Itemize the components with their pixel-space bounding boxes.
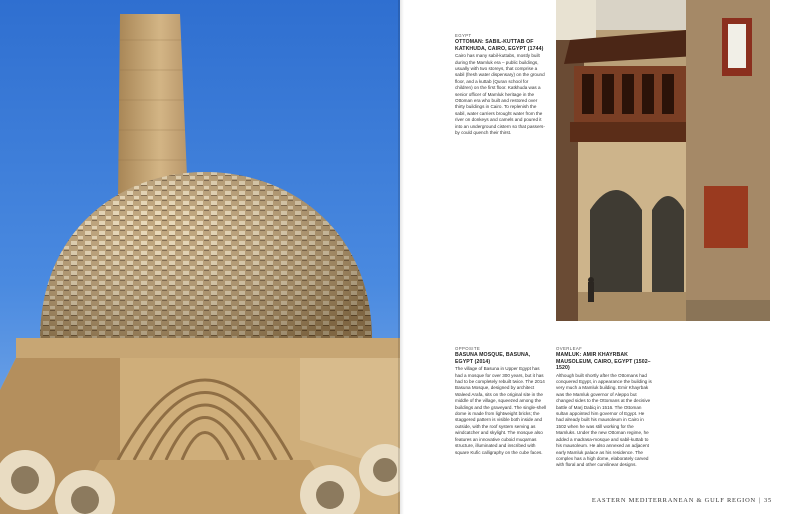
sabil-kuttab-illustration — [556, 0, 770, 321]
running-footer — [592, 497, 772, 504]
caption-basuna-mosque — [455, 346, 547, 456]
caption-title: BASUNA MOSQUE, BASUNA, EGYPT (2014) — [455, 352, 531, 365]
footer-region: EASTERN MEDITERRANEAN & GULF REGION — [591, 497, 756, 504]
page-number: 35 — [764, 497, 772, 504]
arched-window — [590, 190, 642, 292]
caption-khayrbak-mausoleum — [556, 346, 652, 469]
red-shutters — [704, 186, 748, 248]
caption-tag: OVERLEAF — [556, 346, 583, 351]
caption-body: Although built shortly after the Ottomans had conquered Egypt, in appearance the building is very much a Mamluk building. Emir Khayrbak was the Mamluk governor of Aleppo but changed sides to the Ottomans at the decisive battle of Marj Dabiq in 1516. The Ottoman sultan appointed him governor of Egypt. He had already built his mausoleum in Cairo in 1502 when he was still working for the Mamluks. Under the new Ottoman regime, he added a madrasa-mosque and sabil-kuttab to his mausoleum. He also annexed an adjacent early Mamluk palace as his residence. The complex has a high dome, elaborately carved with floral and other curvilinear designs. — [556, 372, 652, 468]
caption-title: MAMLUK: AMIR KHAYRBAK MAUSOLEUM, CAIRO, EGYPT (1502–1520) — [556, 352, 651, 372]
caption-title: OTTOMAN: SABIL-KUTTAB OF KATKHUDA, CAIRO, EGYPT (1744) — [455, 39, 544, 52]
caption-sabil-kuttab — [455, 33, 547, 137]
caption-tag: EGYPT — [455, 33, 472, 38]
caption-tag: OPPOSITE — [455, 346, 481, 351]
minaret-shape — [118, 14, 188, 200]
footer-separator: | — [758, 497, 761, 504]
caption-body: Cairo has many sabil-kuttabs, mostly built during the Mamluk era – public buildings, usually with two storeys, that comprise a sabil (fresh water dispensary) on the ground floor, and a kuttab (Quran school for children) on the first floor. Katkhuda was a senior officer of Mamluk heritage in the Ottoman era who built and restored over thirty buildings in Cairo. To replenish the sabil, water carriers brought water from the river on donkeys and camels and poured it into an underground cistern so that passers-by could quench their thirst. — [455, 53, 545, 136]
caption-body: The village of Basuna in Upper Egypt has had a mosque for over 300 years, but it has had to be completely rebuilt twice. The 2014 Basuna Mosque, designed by architect Waleed Arafa, sits on the original site in the middle of the village, squeezed among the buildings and the graveyard. The single-shell dome is made from lightweight bricks; the staggered pattern is visible both inside and outside, with the roof system serving as windcatcher and skylight. The mosque also features an innovative cuboid muqarnas structure, illuminated and inscribed with square Kufic calligraphy on the cube faces. — [455, 366, 547, 455]
sabil-kuttab-photo — [556, 0, 770, 321]
